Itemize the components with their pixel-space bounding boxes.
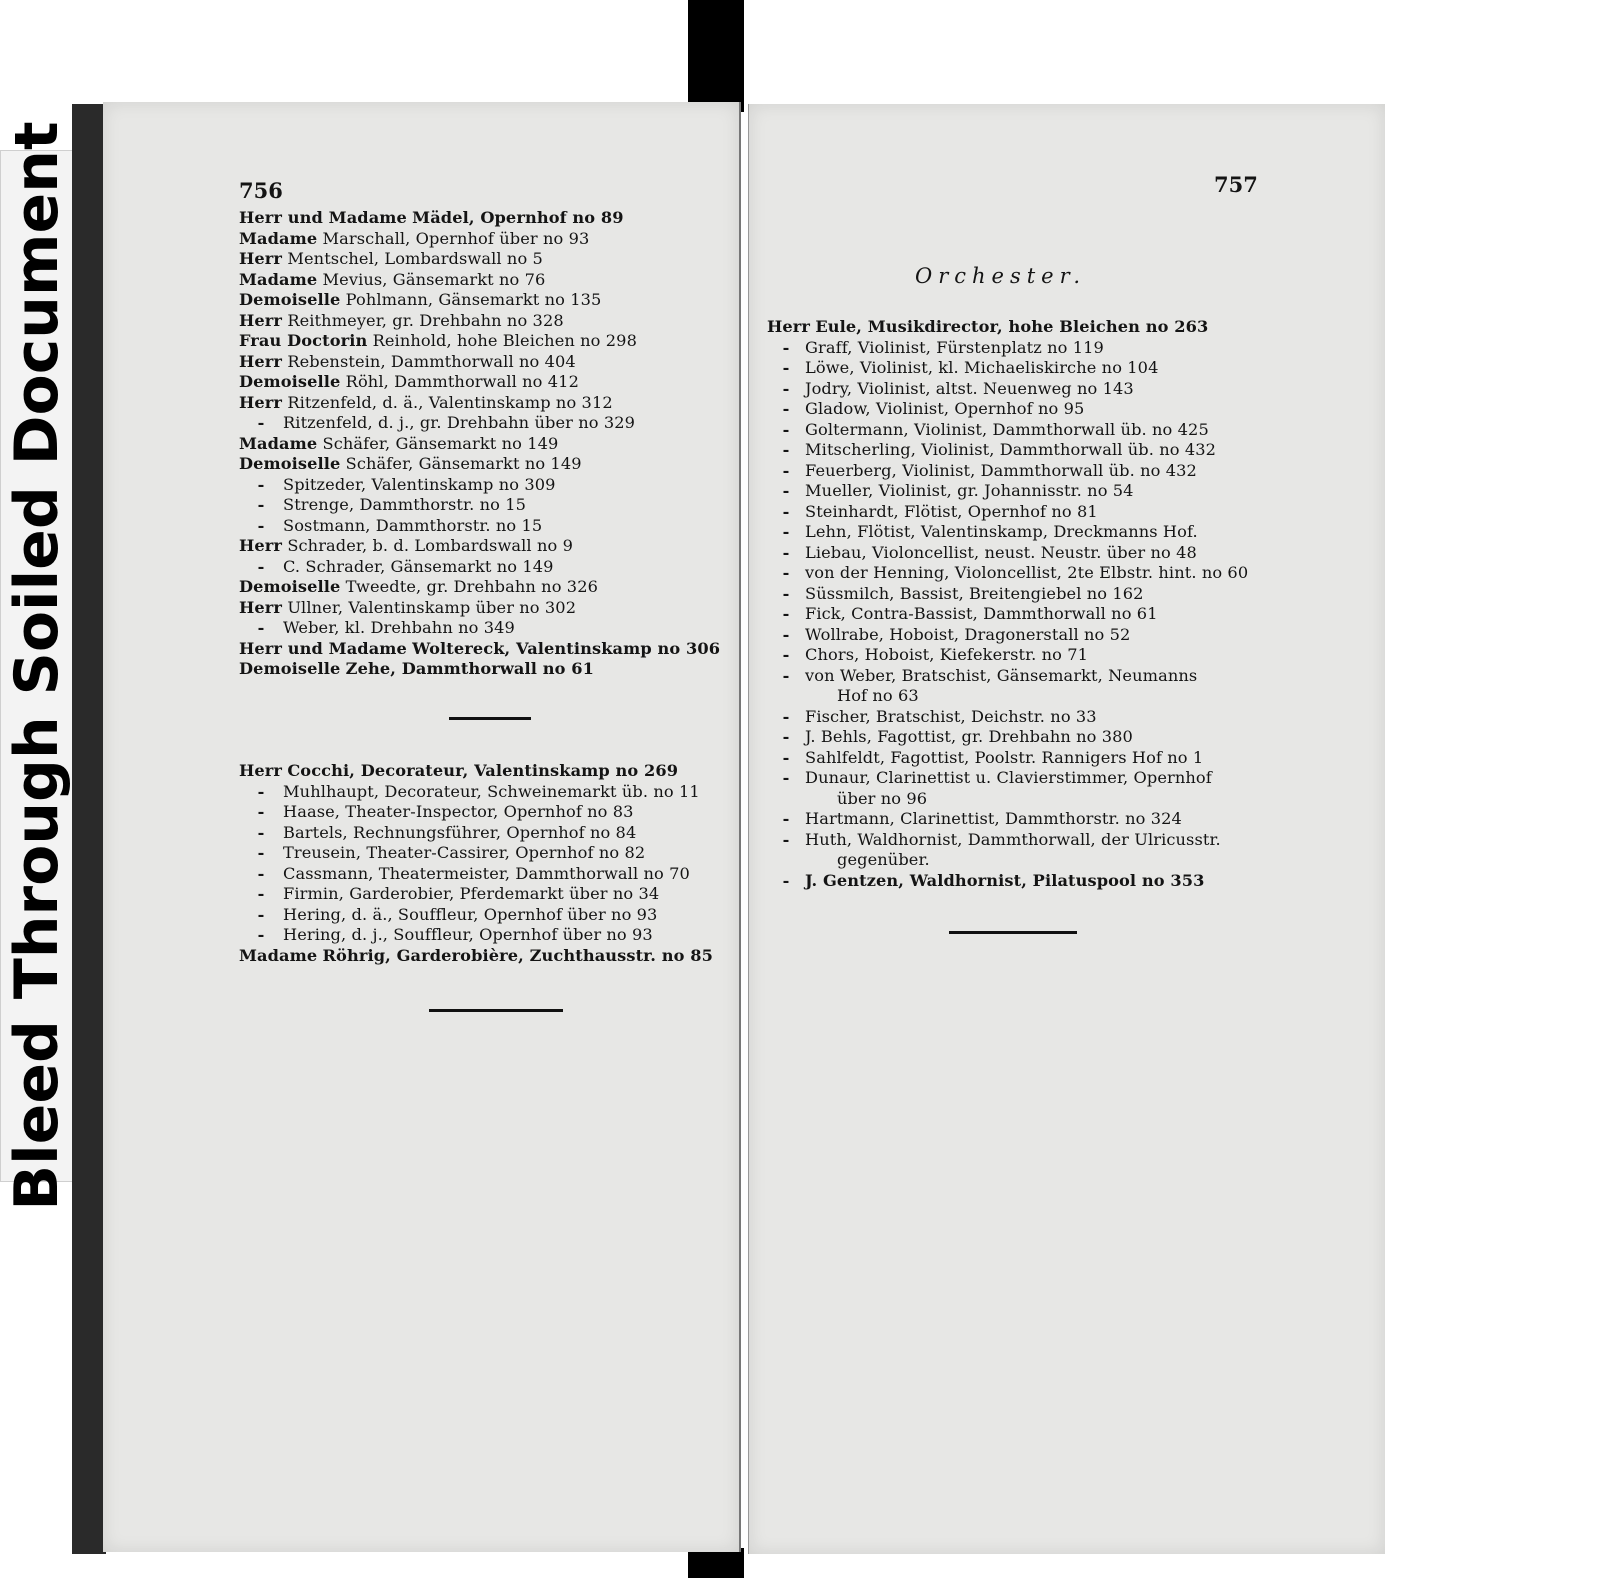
entry-line [767,379,1248,400]
entry-text: Jodry, Violinist, altst. Neuenweg no 143 [805,378,1134,398]
entry-text: Cocchi, Decorateur, Valentinskamp no 269 [287,761,679,780]
entry-lead: Madame [239,945,318,965]
entry-line [239,905,713,926]
entry-lead: Herr und Madame [239,638,407,658]
entry-text: Ullner, Valentinskamp über no 302 [287,597,577,617]
entry-line [239,270,720,291]
entry-lead: - [257,556,265,576]
entry-text: Muhlhaupt, Decorateur, Schweinemarkt üb. no 11 [283,781,700,801]
right-section-orchestra [767,317,1248,891]
entry-text: Löwe, Violinist, kl. Michaeliskirche no 104 [805,358,1159,377]
entry-lead: - [782,399,790,418]
entry-lead: - [782,419,790,439]
entry-line [239,536,720,557]
entry-text: Hof no 63 [837,686,919,705]
entry-line [239,454,720,475]
entry-line [767,768,1248,789]
entry-line [767,645,1248,666]
entry-lead: - [257,843,265,862]
entry-text: Mentschel, Lombardswall no 5 [287,249,543,268]
entry-line [767,522,1248,543]
entry-line [239,557,720,578]
entry-lead: Herr und Madame [239,208,407,227]
entry-line [239,577,720,598]
entry-line [239,290,720,311]
entry-text: Hering, d. j., Souffleur, Opernhof über no 93 [283,925,653,944]
right-divider [949,931,1077,934]
entry-line [239,516,720,537]
entry-line [767,358,1248,379]
entry-text: Steinhardt, Flötist, Opernhof no 81 [805,501,1098,521]
left-divider-2 [429,1009,563,1012]
entry-line [239,311,720,332]
entry-lead: Herr [239,392,283,412]
entry-lead: - [257,474,265,494]
entry-lead: - [257,495,265,514]
entry-lead: Herr [239,597,283,617]
entry-line [239,864,713,885]
entry-text: Reithmeyer, gr. Drehbahn no 328 [287,310,564,330]
right-page-number: 757 [1214,172,1258,197]
entry-text: Röhrig, Garderobière, Zuchthausstr. no 85 [322,945,713,965]
entry-text: Wollrabe, Hoboist, Dragonerstall no 52 [805,624,1131,644]
entry-text: Schäfer, Gänsemarkt no 149 [322,433,559,453]
entry-line [767,830,1248,851]
left-section-staff [239,761,713,966]
entry-line [239,208,720,229]
left-page-number: 756 [239,178,283,203]
entry-line [239,495,720,516]
entry-lead: - [782,604,790,623]
entry-line [767,420,1248,441]
entry-lead: - [782,706,790,726]
side-label [0,121,74,1211]
entry-text: Bartels, Rechnungsführer, Opernhof no 84 [283,822,637,842]
entry-lead: Madame [239,433,318,453]
entry-lead: Herr [239,310,283,330]
entry-text: Fischer, Bratschist, Deichstr. no 33 [805,706,1097,726]
entry-text: Spitzeder, Valentinskamp no 309 [283,474,556,494]
entry-line [239,598,720,619]
entry-text: Mueller, Violinist, gr. Johannisstr. no 54 [805,481,1134,500]
entry-text: Chors, Hoboist, Kiefekerstr. no 71 [805,645,1089,664]
entry-text: Woltereck, Valentinskamp no 306 [412,638,721,658]
entry-text: Hartmann, Clarinettist, Dammthorstr. no 324 [805,809,1182,828]
entry-lead: - [257,802,265,821]
entry-lead: - [257,413,265,432]
entry-line [239,659,720,680]
entry-line [767,625,1248,646]
entry-line [239,352,720,373]
entry-lead: Demoiselle [239,577,341,596]
entry-text: Sostmann, Dammthorstr. no 15 [283,515,543,535]
entry-line [767,481,1248,502]
entry-text: Firmin, Garderobier, Pferdemarkt über no 34 [283,884,660,903]
entry-text: Sahlfeldt, Fagottist, Poolstr. Rannigers Hof no 1 [805,747,1204,767]
entry-line [239,229,720,250]
entry-lead: - [782,727,790,746]
entry-text: von Weber, Bratschist, Gänsemarkt, Neumanns [805,665,1198,685]
entry-line [767,727,1248,748]
entry-line [767,317,1248,338]
entry-lead: Herr [239,536,283,555]
entry-line [239,761,713,782]
entry-line [239,782,713,803]
entry-text: Weber, kl. Drehbahn no 349 [283,618,515,637]
entry-lead: Herr [767,317,811,336]
entry-text: Röhl, Dammthorwall no 412 [345,372,579,391]
entry-line [239,475,720,496]
entry-line [239,413,720,434]
entry-line [767,707,1248,728]
entry-lead: - [782,481,790,500]
left-page [103,102,741,1552]
entry-line [239,823,713,844]
entry-line [767,461,1248,482]
entry-line [239,618,720,639]
entry-text: Feuerberg, Violinist, Dammthorwall üb. no 432 [805,460,1197,480]
entry-text: Huth, Waldhornist, Dammthorwall, der Ulricusstr. [805,829,1221,849]
entry-lead: - [782,665,790,685]
entry-lead: - [257,925,265,944]
entry-line [239,639,720,660]
entry-lead: Demoiselle [239,290,341,309]
book-spine [72,104,106,1554]
entry-lead: Herr [239,351,283,371]
scanner-strip-top [688,0,744,112]
entry-lead: - [782,583,790,603]
entry-line [239,372,720,393]
entry-text: Mevius, Gänsemarkt no 76 [322,269,546,289]
entry-lead: - [257,904,265,924]
entry-lead: - [782,870,790,890]
entry-line [767,563,1248,584]
entry-text: Haase, Theater-Inspector, Opernhof no 83 [283,802,634,821]
left-divider-1 [449,717,531,720]
entry-text: Fick, Contra-Bassist, Dammthorwall no 61 [805,604,1158,623]
entry-lead: - [257,781,265,801]
entry-line [767,789,1248,810]
entry-line [767,543,1248,564]
entry-text: Lehn, Flötist, Valentinskamp, Dreckmanns Hof. [805,522,1198,541]
entry-lead: Herr [239,761,283,780]
entry-line [767,584,1248,605]
right-section-heading: Orchester. [915,264,1087,288]
entry-line [239,884,713,905]
entry-lead: - [782,624,790,644]
entry-line [767,850,1248,871]
entry-lead: Madame [239,228,318,248]
entry-line [239,925,713,946]
entry-line [767,871,1248,892]
entry-line [767,748,1248,769]
entry-line [239,331,720,352]
entry-lead: - [257,515,265,535]
entry-line [767,399,1248,420]
entry-lead: Demoiselle [239,659,341,678]
entry-line [239,843,713,864]
entry-lead: - [782,337,790,357]
entry-lead: Demoiselle [239,454,341,473]
entry-lead: - [782,768,790,787]
entry-text: J. Behls, Fagottist, gr. Drehbahn no 380 [805,727,1133,746]
entry-text: über no 96 [837,788,928,808]
entry-text: Schrader, b. d. Lombardswall no 9 [287,536,573,555]
entry-lead: - [257,822,265,842]
entry-line [767,502,1248,523]
entry-lead: - [782,542,790,562]
entry-text: Süssmilch, Bassist, Breitengiebel no 162 [805,583,1144,603]
scanner-strip-bottom [688,1548,744,1578]
entry-text: gegenüber. [837,850,930,869]
entry-lead: - [257,863,265,883]
entry-lead: Madame [239,269,318,289]
entry-lead: - [257,618,265,637]
entry-lead: - [782,440,790,459]
entry-text: Goltermann, Violinist, Dammthorwall üb. no 425 [805,419,1209,439]
entry-text: Schäfer, Gänsemarkt no 149 [345,454,582,473]
entry-lead: - [782,563,790,582]
entry-text: Ritzenfeld, d. j., gr. Drehbahn über no 329 [283,413,636,432]
entry-lead: - [782,645,790,664]
entry-line [767,686,1248,707]
entry-lead: - [782,809,790,828]
entry-text: Pohlmann, Gänsemarkt no 135 [345,290,602,309]
entry-lead: - [782,358,790,377]
entry-line [767,809,1248,830]
entry-text: Marschall, Opernhof über no 93 [322,228,590,248]
entry-lead: - [782,378,790,398]
entry-text: Treusein, Theater-Cassirer, Opernhof no 82 [283,843,646,862]
entry-line [239,946,713,967]
entry-text: von der Henning, Violoncellist, 2te Elbstr. hint. no 60 [805,563,1249,582]
entry-text: Mädel, Opernhof no 89 [412,208,624,227]
entry-lead: - [782,460,790,480]
entry-line [767,440,1248,461]
entry-lead: Frau Doctorin [239,331,368,350]
entry-text: Dunaur, Clarinettist u. Clavierstimmer, Opernhof [805,768,1212,787]
entry-text: Mitscherling, Violinist, Dammthorwall üb. no 432 [805,440,1217,459]
entry-text: C. Schrader, Gänsemarkt no 149 [283,556,554,576]
entry-text: Eule, Musikdirector, hohe Bleichen no 263 [815,317,1209,336]
entry-text: Gladow, Violinist, Opernhof no 95 [805,399,1085,418]
entry-line [239,393,720,414]
left-section-cast [239,208,720,680]
entry-text: Zehe, Dammthorwall no 61 [345,659,594,678]
entry-line [767,338,1248,359]
entry-text: Cassmann, Theatermeister, Dammthorwall no 70 [283,863,690,883]
entry-line [767,604,1248,625]
side-label-text: Bleed Through Soiled Document [2,121,72,1211]
entry-text: Graff, Violinist, Fürstenplatz no 119 [805,337,1104,357]
entry-lead: - [257,884,265,903]
entry-line [239,802,713,823]
entry-text: Hering, d. ä., Souffleur, Opernhof über no 93 [283,904,658,924]
entry-lead: - [782,501,790,521]
entry-text: Ritzenfeld, d. ä., Valentinskamp no 312 [287,392,613,412]
entry-text: Rebenstein, Dammthorwall no 404 [287,351,576,371]
entry-lead: - [782,747,790,767]
entry-line [767,666,1248,687]
entry-lead: - [782,829,790,849]
entry-lead: Herr [239,249,283,268]
entry-line [239,434,720,455]
entry-text: J. Gentzen, Waldhornist, Pilatuspool no 353 [805,870,1205,890]
entry-lead: Demoiselle [239,372,341,391]
entry-text: Liebau, Violoncellist, neust. Neustr. über no 48 [805,542,1197,562]
entry-text: Tweedte, gr. Drehbahn no 326 [345,577,599,596]
right-page [748,104,1385,1554]
entry-text: Reinhold, hohe Bleichen no 298 [372,331,637,350]
entry-line [239,249,720,270]
entry-lead: - [782,522,790,541]
entry-text: Strenge, Dammthorstr. no 15 [283,495,526,514]
